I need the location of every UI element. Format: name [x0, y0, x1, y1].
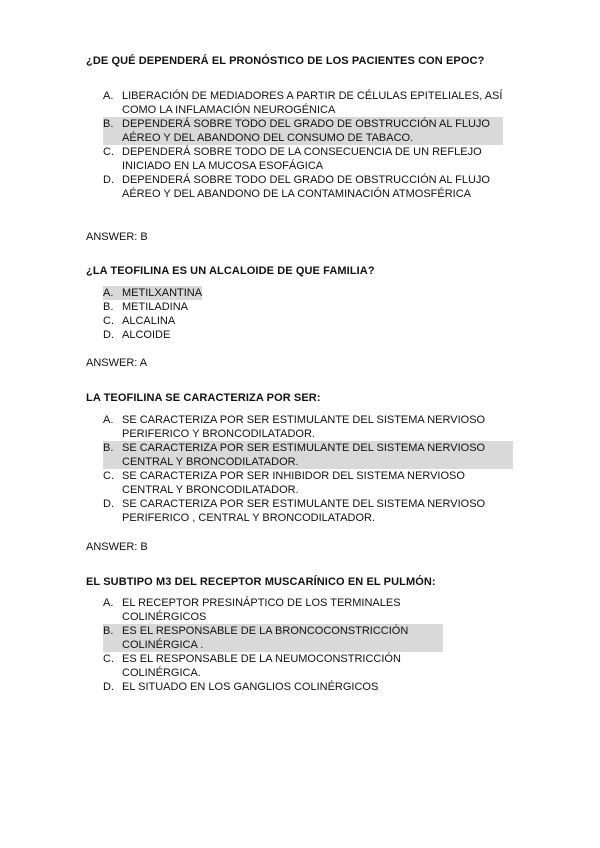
- option-text: SE CARACTERIZA POR SER ESTIMULANTE DEL SISTEMA NERVIOSO CENTRAL Y BRONCODILATADOR.: [122, 441, 513, 469]
- option-text: LIBERACIÓN DE MEDIADORES A PARTIR DE CÉLULAS EPITELIALES, ASÍ COMO LA INFLAMACIÓN NEUROGÉNICA: [122, 90, 503, 116]
- question-1-option-c[interactable]: [103, 145, 503, 173]
- option-text: DEPENDERÁ SOBRE TODO DEL GRADO DE OBSTRUCCIÓN AL FLUJO AÉREO Y DEL ABANDONO DE LA CONTAMINACIÓN ATMOSFÉRICA: [122, 174, 490, 200]
- question-2-option-d[interactable]: [103, 328, 503, 342]
- option-letter: A.: [103, 414, 114, 426]
- option-letter: A.: [103, 90, 114, 102]
- option-letter: A.: [103, 597, 114, 609]
- option-text: SE CARACTERIZA POR SER INHIBIDOR DEL SISTEMA NERVIOSO CENTRAL Y BRONCODILATADOR.: [122, 470, 465, 496]
- option-text: ALCOIDE: [122, 329, 171, 341]
- option-text: DEPENDERÁ SOBRE TODO DE LA CONSECUENCIA DE UN REFLEJO INICIADO EN LA MUCOSA ESOFÁGICA: [122, 146, 482, 172]
- question-4-option-b[interactable]: [103, 624, 443, 652]
- question-1-option-d[interactable]: [103, 173, 503, 201]
- option-letter: C.: [103, 146, 114, 158]
- option-text: SE CARACTERIZA POR SER ESTIMULANTE DEL SISTEMA NERVIOSO PERIFERICO , CENTRAL Y BRONCODILATADOR.: [122, 498, 486, 524]
- option-letter: A.: [103, 286, 122, 300]
- option-text: ALCALINA: [122, 315, 176, 327]
- question-1-options: [103, 89, 503, 201]
- option-letter: D.: [103, 329, 114, 341]
- question-3-option-d[interactable]: [103, 497, 513, 525]
- question-4-title: EL SUBTIPO M3 DEL RECEPTOR MUSCARÍNICO EN EL PULMÓN:: [86, 576, 436, 588]
- question-1-option-b[interactable]: [103, 117, 503, 145]
- option-letter: C.: [103, 470, 114, 482]
- question-1-title: ¿DE QUÉ DEPENDERÁ EL PRONÓSTICO DE LOS PACIENTES CON EPOC?: [86, 55, 485, 67]
- question-3-title: LA TEOFILINA SE CARACTERIZA POR SER:: [86, 392, 321, 404]
- option-text: EL RECEPTOR PRESINÁPTICO DE LOS TERMINALES COLINÉRGICOS: [122, 597, 401, 623]
- option-text: METILXANTINA: [122, 287, 203, 299]
- option-letter: B.: [103, 301, 114, 313]
- question-2-title: ¿LA TEOFILINA ES UN ALCALOIDE DE QUE FAMILIA?: [86, 265, 375, 277]
- question-4-option-a[interactable]: [103, 596, 443, 624]
- question-2-answer: ANSWER: A: [86, 357, 148, 369]
- question-1-answer: ANSWER: B: [86, 231, 148, 243]
- question-2-option-b[interactable]: [103, 300, 503, 314]
- question-4-option-d[interactable]: [103, 680, 443, 694]
- question-2-option-a[interactable]: [103, 286, 503, 300]
- question-3-option-b[interactable]: [103, 441, 513, 469]
- question-2-option-c[interactable]: [103, 314, 503, 328]
- question-4-option-c[interactable]: [103, 652, 443, 680]
- question-3-answer: ANSWER: B: [86, 541, 148, 553]
- option-letter: D.: [103, 681, 114, 693]
- option-letter: B.: [103, 624, 122, 652]
- question-3-options: [103, 413, 513, 525]
- question-4-options: [103, 596, 443, 694]
- option-text: DEPENDERÁ SOBRE TODO DEL GRADO DE OBSTRUCCIÓN AL FLUJO AÉREO Y DEL ABANDONO DEL CONSUMO DE TABACO.: [122, 117, 503, 145]
- question-1-option-a[interactable]: [103, 89, 503, 117]
- option-letter: D.: [103, 174, 114, 186]
- option-text: ES EL RESPONSABLE DE LA BRONCOCONSTRICCIÓN COLINÉRGICA .: [122, 624, 443, 652]
- question-2-options: [103, 286, 503, 342]
- option-letter: B.: [103, 441, 122, 469]
- option-letter: D.: [103, 498, 114, 510]
- question-3-option-a[interactable]: [103, 413, 513, 441]
- option-letter: C.: [103, 315, 114, 327]
- option-letter: B.: [103, 117, 122, 145]
- question-3-option-c[interactable]: [103, 469, 513, 497]
- option-text: METILADINA: [122, 301, 189, 313]
- option-text: ES EL RESPONSABLE DE LA NEUMOCONSTRICCIÓN COLINÉRGICA.: [122, 653, 401, 679]
- option-text: EL SITUADO EN LOS GANGLIOS COLINÉRGICOS: [122, 681, 379, 693]
- option-text: SE CARACTERIZA POR SER ESTIMULANTE DEL SISTEMA NERVIOSO PERIFERICO Y BRONCODILATADOR.: [122, 414, 486, 440]
- option-letter: C.: [103, 653, 114, 665]
